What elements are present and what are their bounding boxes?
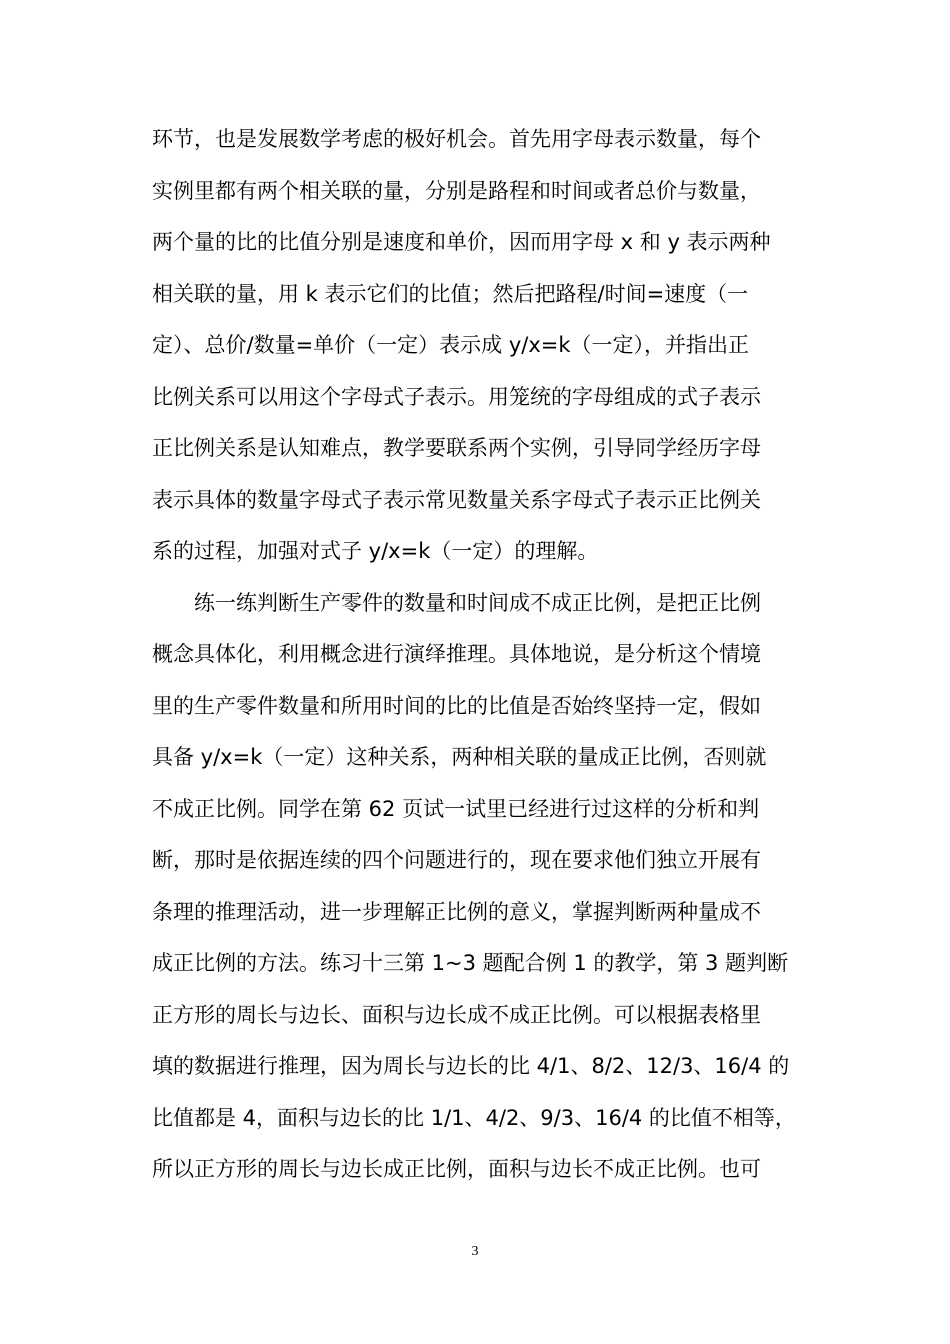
paragraph-1-line-1: 环节，也是发展数学考虑的极好机会。首先用字母表示数量，每个: [152, 127, 761, 151]
paragraph-2-line-9: 正方形的周长与边长、面积与边长成不成正比例。可以根据表格里: [152, 1002, 761, 1027]
paragraph-1-line-6: 比例关系可以用这个字母式子表示。用笼统的字母组成的式子表示: [152, 384, 761, 409]
paragraph-2-line-6: 断，那时是依据连续的四个问题进行的，现在要求他们独立开展有: [152, 848, 761, 872]
paragraph-1-line-8: 表示具体的数量字母式子表示常见数量关系字母式子表示正比例关: [152, 487, 761, 512]
body-text: [152, 114, 802, 1196]
page-number: 3: [471, 1244, 479, 1259]
paragraph-2-line-3: 里的生产零件数量和所用时间的比的比值是否始终坚持一定，假如: [152, 693, 761, 718]
paragraph-2-line-2: 概念具体化，利用概念进行演绎推理。具体地说，是分析这个情境: [152, 642, 761, 666]
paragraph-2-line-12: 所以正方形的周长与边长成正比例，面积与边长不成正比例。也可: [152, 1157, 761, 1181]
paragraph-2-line-8: 成正比例的方法。练习十三第 1~3 题配合例 1 的教学，第 3 题判断: [152, 951, 789, 975]
paragraph-1-line-9: 系的过程，加强对式子 y/x=k（一定）的理解。: [152, 539, 599, 563]
paragraph-1-line-4: 相关联的量，用 k 表示它们的比值；然后把路程/时间=速度（一: [152, 281, 749, 306]
paragraph-1-line-3: 两个量的比的比值分别是速度和单价，因而用字母 x 和 y 表示两种: [152, 230, 771, 254]
paragraph-2-line-11: 比值都是 4，面积与边长的比 1/1、4/2、9/3、16/4 的比值不相等，: [152, 1105, 796, 1130]
paragraph-1-line-7: 正比例关系是认知难点，教学要联系两个实例，引导同学经历字母: [152, 436, 761, 460]
paragraph-2-line-7: 条理的推理活动，进一步理解正比例的意义，掌握判断两种量成不: [152, 899, 761, 924]
paragraph-1-line-5: 定）、总价/数量=单价（一定）表示成 y/x=k（一定），并指出正: [152, 333, 750, 357]
paragraph-2-line-5: 不成正比例。同学在第 62 页试一试里已经进行过这样的分析和判: [152, 796, 760, 821]
paragraph-2-line-1: 练一练判断生产零件的数量和时间成不成正比例，是把正比例: [194, 590, 761, 615]
paragraph-2-line-10: 填的数据进行推理，因为周长与边长的比 4/1、8/2、12/3、16/4 的: [152, 1054, 790, 1078]
paragraph-1-line-2: 实例里都有两个相关联的量，分别是路程和时间或者总价与数量，: [152, 178, 761, 203]
paragraph-2-line-4: 具备 y/x=k（一定）这种关系，两种相关联的量成正比例，否则就: [152, 745, 767, 769]
